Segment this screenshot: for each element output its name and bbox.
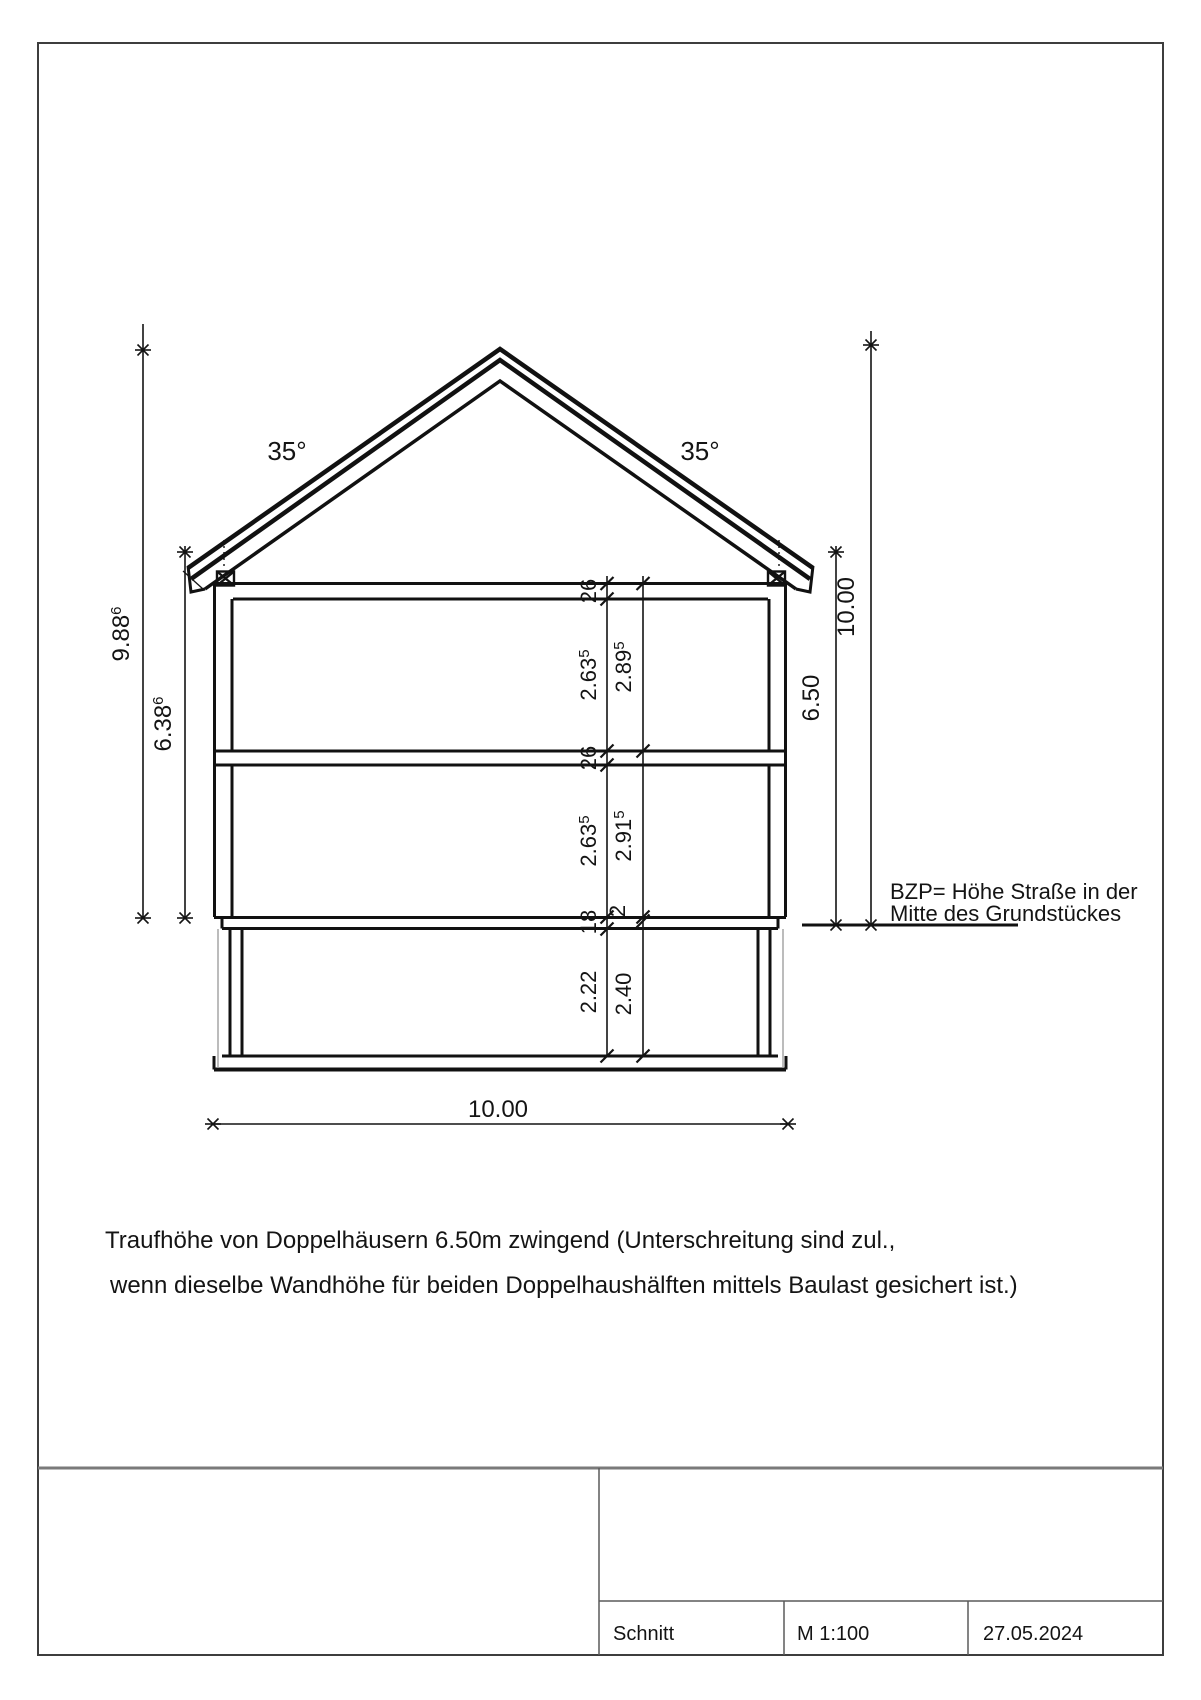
- dim-total-height-1000: 10.00: [833, 576, 860, 638]
- building-structure: [213, 584, 787, 1070]
- note-line1: Traufhöhe von Doppelhäusern 6.50m zwingend (Unterschreitung sind zul.,: [105, 1227, 896, 1254]
- roof: [188, 349, 813, 592]
- dim-clear-height-basement: 2.22: [576, 970, 601, 1014]
- dimension-end-markers: [135, 340, 879, 1130]
- dim-building-width: 10.00: [467, 1096, 529, 1123]
- dim-traufhoehe-650: 6.50: [798, 674, 825, 722]
- bzp-note-line2: Mitte des Grundstückes: [890, 901, 1122, 926]
- titleblock-drawing-title: Schnitt: [613, 1623, 675, 1645]
- dim-ridge-height: 9.88$^6$: [108, 606, 135, 662]
- dim-slab-18: 18: [576, 909, 601, 935]
- note-line2: wenn dieselbe Wandhöhe für beiden Doppelhaushälften mittels Baulast gesichert ist.): [110, 1272, 1018, 1299]
- roof-angle-left: 35°: [267, 436, 307, 466]
- dim-basement-240: 2.40: [611, 972, 636, 1016]
- bzp-note-line1: BZP= Höhe Straße in der: [890, 879, 1138, 904]
- dim-slab-26-mid: 26: [576, 745, 601, 771]
- dim-clear-height-ground: 2.63$^5$: [576, 815, 601, 867]
- dim-screed-2: 2: [605, 904, 630, 918]
- title-block: [38, 1468, 1163, 1655]
- dim-eave-height: 6.38$^6$: [150, 696, 177, 752]
- titleblock-scale: M 1:100: [797, 1623, 870, 1645]
- basement-outline: [218, 929, 783, 1068]
- titleblock-date: 27.05.2024: [983, 1623, 1084, 1645]
- dim-storey-height-ground: 2.91$^5$: [611, 810, 636, 862]
- roof-angle-right: 35°: [680, 436, 720, 466]
- dim-storey-height-upper: 2.89$^5$: [611, 641, 636, 693]
- dimension-lines: [143, 324, 871, 1124]
- dim-slab-26-top: 26: [576, 578, 601, 604]
- dim-clear-height-upper: 2.63$^5$: [576, 649, 601, 701]
